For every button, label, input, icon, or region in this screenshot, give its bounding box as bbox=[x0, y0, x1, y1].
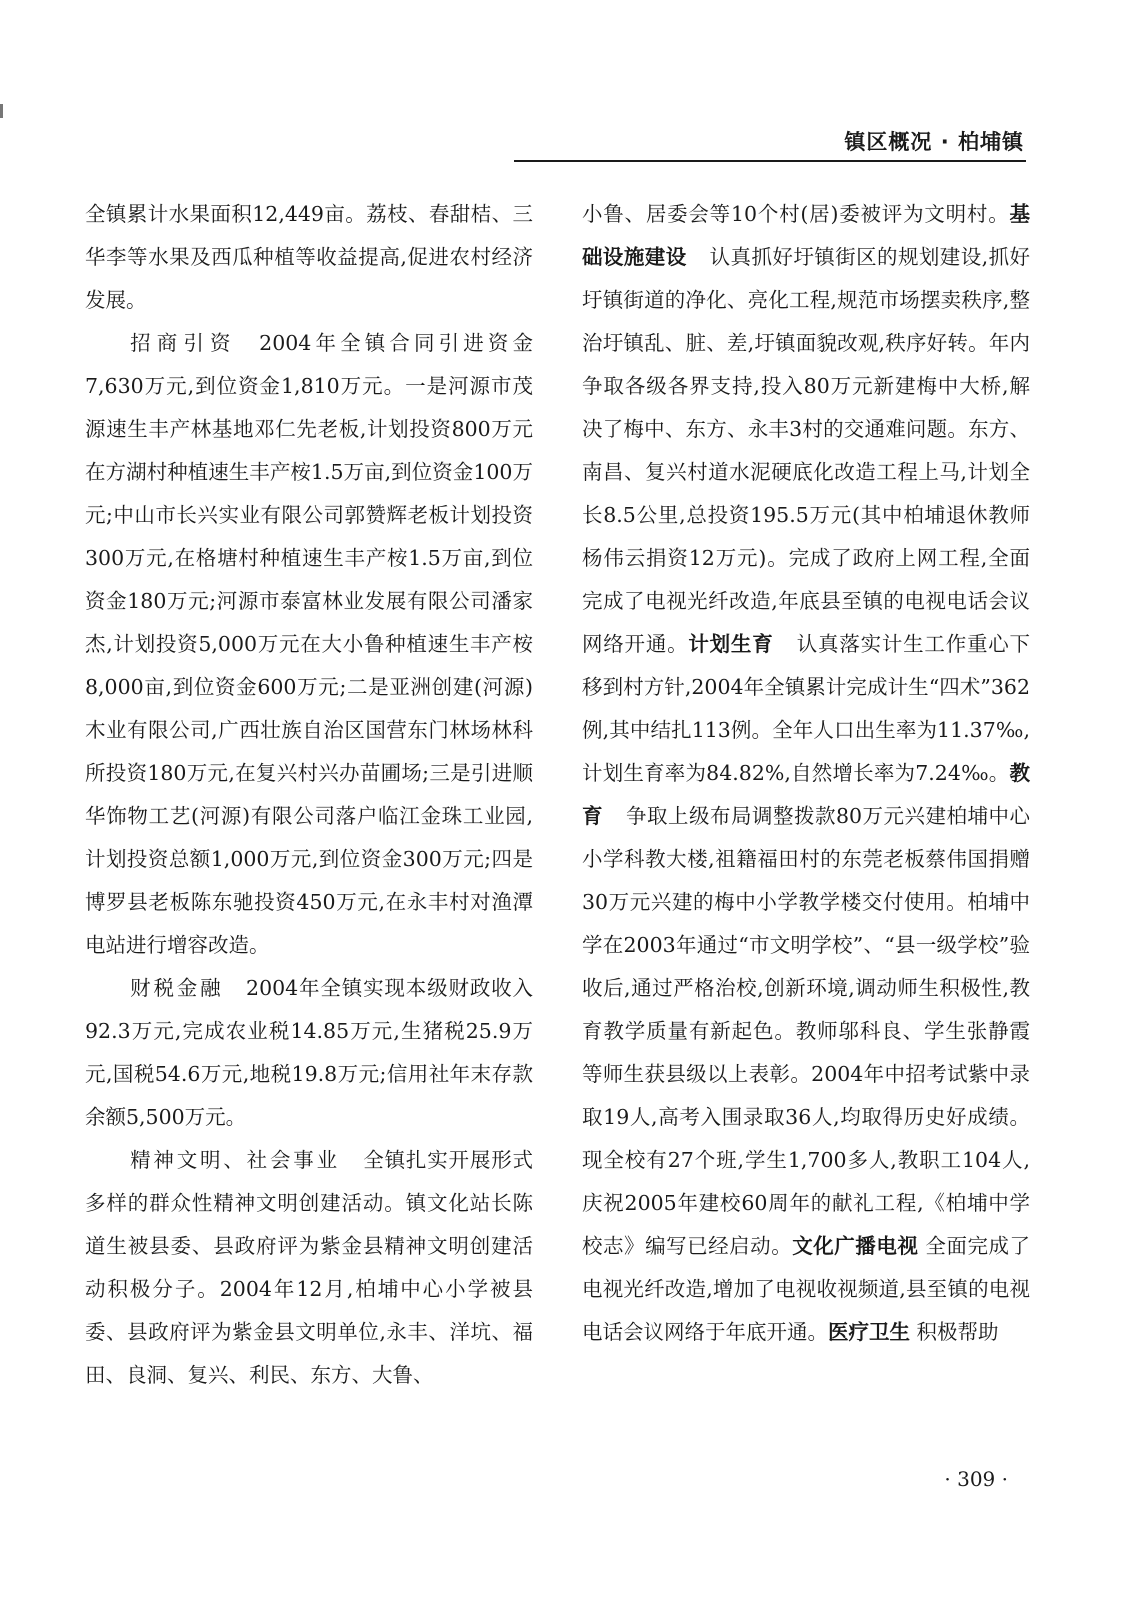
paragraph-continued bbox=[582, 193, 1030, 1354]
right-column bbox=[582, 193, 1030, 1354]
paragraph-text: 全镇累计水果面积12,449亩。荔枝、春甜桔、三华李等水果及西瓜种植等收益提高,促进农村经济发展。 bbox=[85, 202, 533, 312]
paragraph-text: 2004年全镇合同引进资金7,630万元,到位资金1,810万元。一是河源市茂源速生丰产林基地邓仁先老板,计划投资800万元在方湖村种植速生丰产桉1.5万亩,到位资金100万元;中山市长兴实业有限公司郭赞辉老板计划投资300万元,在格塘村种植速生丰产桉1.5万亩,到位资金180万元;河源市泰富林业发展有限公司潘家杰,计划投资5,000万元在大小鲁种植速生丰产桉8,000亩,到位资金600万元;二是亚洲创建(河源)木业有限公司,广西壮族自治区国营东门林场林科所投资180万元,在复兴村兴办苗圃场;三是引进顺华饰物工艺(河源)有限公司落户临江金珠工业园,计划投资总额1,000万元,到位资金300万元;四是博罗县老板陈东驰投资450万元,在永丰村对渔潭电站进行增容改造。 bbox=[85, 331, 534, 957]
section-heading: 教育 bbox=[582, 761, 1030, 828]
section-heading: 医疗卫生 bbox=[828, 1320, 910, 1344]
paragraph-text: 认真落实计生工作重心下移到村方针,2004年全镇累计完成计生“四术”362例,其中结扎113例。全年人口出生率为11.37‰,计划生育率为84.82%,自然增长率为7.24‰。 bbox=[582, 632, 1031, 785]
header-rule bbox=[514, 160, 1026, 162]
paragraph-text: 认真抓好圩镇街区的规划建设,抓好圩镇街道的净化、亮化工程,规范市场摆卖秩序,整治圩镇乱、脏、差,圩镇面貌改观,秩序好转。年内争取各级各界支持,投入80万元新建梅中大桥,解决了梅中、东方、永丰3村的交通难问题。东方、南昌、复兴村道水泥硬底化改造工程上马,计划全长8.5公里,总投资195.5万元(其中柏埔退休教师杨伟云捐资12万元)。完成了政府上网工程,全面完成了电视光纤改造,年底县至镇的电视电话会议网络开通。 bbox=[582, 245, 1031, 656]
paragraph-investment bbox=[85, 322, 533, 967]
left-column bbox=[85, 193, 533, 1397]
section-heading: 计划生育 bbox=[688, 632, 774, 656]
paragraph-civilization bbox=[85, 1139, 533, 1397]
section-heading: 招商引资 bbox=[130, 331, 237, 355]
page-number: · 309 · bbox=[944, 1467, 1008, 1491]
paragraph-text: 全面完成了电视光纤改造,增加了电视收视频道,县至镇的电视电话会议网络于年底开通。 bbox=[582, 1234, 1031, 1344]
section-heading: 基础设施建设 bbox=[582, 202, 1030, 269]
paragraph-text: 2004年全镇实现本级财政收入92.3万元,完成农业税14.85万元,生猪税25.9万元,国税54.6万元,地税19.8万元;信用社年末存款余额5,500万元。 bbox=[85, 976, 534, 1129]
paragraph-text: 全镇扎实开展形式多样的群众性精神文明创建活动。镇文化站长陈道生被县委、县政府评为紫金县精神文明创建活动积极分子。2004年12月,柏埔中心小学被县委、县政府评为紫金县文明单位,永丰、洋坑、福田、良洞、复兴、利民、东方、大鲁、 bbox=[85, 1148, 534, 1387]
section-heading: 财税金融 bbox=[130, 976, 224, 1000]
section-heading: 文化广播电视 bbox=[792, 1234, 919, 1258]
scan-margin-mark bbox=[0, 104, 3, 118]
paragraph-text: 争取上级布局调整拨款80万元兴建柏埔中心小学科教大楼,祖籍福田村的东莞老板蔡伟国捐赠30万元兴建的梅中小学教学楼交付使用。柏埔中学在2003年通过“市文明学校”、“县一级学校”验收后,通过严格治校,创新环境,调动师生积极性,教育教学质量有新起色。教师邬科良、学生张静霞等师生获县级以上表彰。2004年中招考试紫中录取19人,高考入围录取36人,均取得历史好成绩。现全校有27个班,学生1,700多人,教职工104人,庆祝2005年建校60周年的献礼工程,《柏埔中学校志》编写已经启动。 bbox=[582, 804, 1030, 1258]
paragraph-finance bbox=[85, 967, 533, 1139]
paragraph-text: 小鲁、居委会等10个村(居)委被评为文明村。 bbox=[582, 202, 1010, 226]
section-heading: 精神文明、社会事业 bbox=[130, 1148, 340, 1172]
paragraph-text: 积极帮助 bbox=[916, 1320, 999, 1344]
paragraph-fruit bbox=[85, 193, 533, 322]
running-header: 镇区概况 · 柏埔镇 bbox=[844, 130, 1024, 154]
